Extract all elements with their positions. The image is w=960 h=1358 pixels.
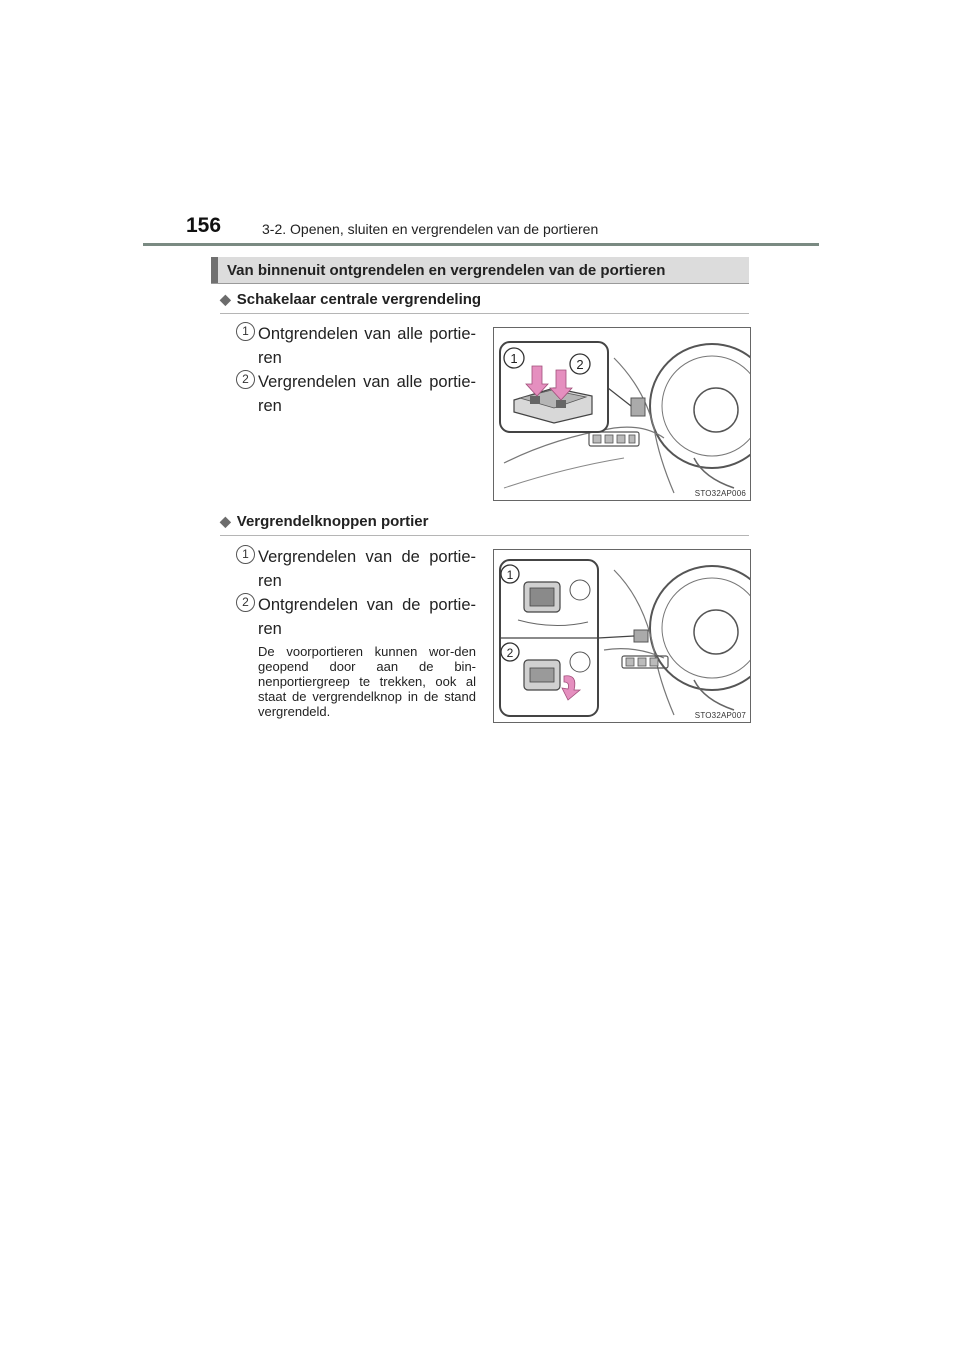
running-header: 3-2. Openen, sluiten en vergrendelen van de portieren [262, 221, 599, 237]
step-text: Ontgrendelen van de portie-ren [258, 596, 476, 638]
figure-code: STO32AP006 [694, 489, 746, 498]
door-lock-knob-illustration [494, 550, 750, 722]
subheading-text: Schakelaar centrale vergrendeling [236, 291, 482, 308]
step-text: Ontgrendelen van alle portie-ren [258, 325, 476, 367]
subheading-text: Vergrendelknoppen portier [236, 513, 429, 530]
callout-2: 2 [576, 357, 584, 372]
step-text: Vergrendelen van de portie-ren [258, 548, 476, 590]
diamond-bullet-icon: ◆ [220, 291, 231, 307]
figure-code: STO32AP007 [694, 711, 746, 720]
subheading-central-lock [220, 291, 481, 308]
page-number: 156 [186, 214, 222, 237]
figure-door-lock-knobs [493, 549, 751, 723]
callout-2: 2 [506, 646, 514, 660]
step-number: 2 [236, 370, 255, 389]
step-lock-all [236, 370, 476, 420]
step-number: 1 [236, 322, 255, 341]
diamond-bullet-icon: ◆ [220, 513, 231, 529]
step-lock-doors [236, 545, 476, 595]
subheading-rule [220, 535, 749, 536]
step-number: 1 [236, 545, 255, 564]
section-title: Van binnenuit ontgrendelen en vergrendelen van de portieren [227, 262, 666, 279]
step-number: 2 [236, 593, 255, 612]
central-lock-illustration [494, 328, 750, 500]
step-unlock-doors [236, 593, 476, 643]
header-rule [143, 243, 819, 246]
section-title-bar [211, 257, 749, 284]
step-text: Vergrendelen van alle portie-ren [258, 373, 476, 415]
subheading-rule [220, 313, 749, 314]
step-unlock-all [236, 322, 476, 372]
callout-1: 1 [510, 351, 518, 366]
section-accent [211, 257, 218, 283]
subheading-door-lock-knobs [220, 513, 429, 530]
callout-1: 1 [506, 568, 514, 582]
note-text: De voorportieren kunnen wor-den geopend door aan de bin-nenportiergreep te trekken, ook al staat de vergrendelknop in de stand vergrendeld. [258, 644, 476, 719]
figure-central-lock-switch [493, 327, 751, 501]
